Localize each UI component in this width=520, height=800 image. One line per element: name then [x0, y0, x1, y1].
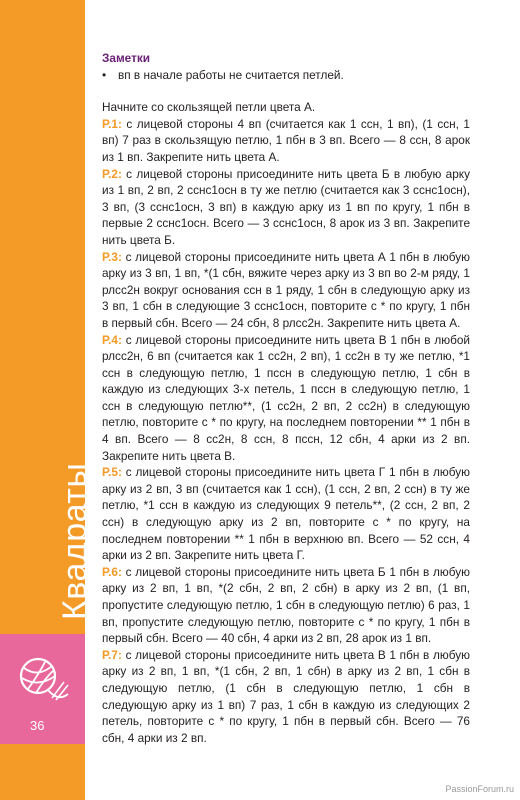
round-paragraph	[102, 116, 470, 166]
round-text: с лицевой стороны присоедините нить цвета В 1 пбн в любую арку из 2 вп, 1 вп, *(1 сбн, 2 вп, 1 сбн) в арку из 2 вп, 1 сбн в следующую петлю, (1 сбн в следующую петлю, 1 сбн в следующую арку из 1 вп) 7 раз, 1 сбн в каждую из следующих 2 петель, повторите с * по кругу, 1 пбн в первый сбн. Всего — 76 сбн, 4 арки из 2 вп.	[102, 647, 470, 745]
round-label: Р.6:	[102, 564, 122, 579]
round-paragraph	[102, 249, 470, 332]
round-text: с лицевой стороны присоедините нить цвета Б в любую арку из 1 вп, 2 вп, 2 сснс1осн в ту же петлю (считается как 3 сснс1осн), 3 вп, (3 сснс1осн, 3 вп) в каждую арку из 1 вп по кругу, 1 пбн в первые 2 сснс1осн. Всего — 3 сснс1осн, 8 арок из 3 вп. Закрепите нить цвета Б.	[102, 166, 470, 247]
yarn-ball-icon	[12, 648, 72, 708]
notes-item-text: вп в начале работы не считается петлей.	[118, 67, 344, 82]
round-label: Р.2:	[102, 166, 122, 181]
round-text: с лицевой стороны присоедините нить цвета В 1 пбн в любой рлсс2н, 6 вп (считается как 1 сс2н, 2 вп), 1 сс2н в ту же петлю, *1 ссн в следующую петлю, 1 пссн в следующую петлю, 1 сбн в каждую из следующих 3-х петель, 1 пссн в следующую петлю, 1 ссн в следующую петлю**, (1 сс2н, 2 вп, 2 сс2н) в следующую петлю, повторите с * по кругу, на последнем повторении ** 1 пбн в 4 вп. Всего — 8 сс2н, 8 ссн, 8 пссн, 12 сбн, 4 арки из 2 вп. Закрепите нить цвета В.	[102, 332, 470, 463]
round-paragraph	[102, 166, 470, 249]
round-label: Р.1:	[102, 116, 122, 131]
round-label: Р.7:	[102, 647, 122, 662]
round-text: с лицевой стороны 4 вп (считается как 1 ссн, 1 вп), (1 ссн, 1 вп) 7 раз в скользящую петлю, 1 пбн в 3 вп. Всего — 8 ссн, 8 арок из 1 вп. Закрепите нить цвета А.	[102, 116, 470, 164]
round-label: Р.4:	[102, 332, 122, 347]
page-number: 36	[30, 718, 45, 733]
round-text: с лицевой стороны присоедините нить цвета Б 1 пбн в любую арку из 2 вп, 1 вп, *(2 сбн, 2 вп, 2 сбн) в арку из 2 вп, (1 вп, пропустите следующую петлю, 1 сбн в следующую петлю) 6 раз, 1 вп, пропустите следующую петлю, повторите с * по кругу, 1 пбн в первый сбн. Всего — 40 сбн, 4 арки из 2 вп, 28 арок из 1 вп.	[102, 564, 470, 646]
page-content	[102, 50, 470, 746]
notes-title: Заметки	[102, 51, 151, 65]
round-paragraph	[102, 332, 470, 465]
intro-text: Начните со скользящей петли цвета А.	[102, 100, 316, 115]
round-label: Р.5:	[102, 465, 122, 480]
round-paragraph	[102, 464, 470, 564]
notes-item	[102, 67, 470, 84]
round-text: с лицевой стороны присоедините нить цвета А 1 пбн в любую арку из 3 вп, 1 вп, *(1 сбн, вяжите через арку из 3 вп во 2-м ряду, 1 рлсс2н вокруг основания ссн в 1 ряду, 1 сбн в следующую арку из 3 вп, 1 сбн в следующие 3 сснс1осн, повторите с * по кругу, 1 пбн в первый сбн. Всего — 24 сбн, 8 рлсс2н. Закрепите нить цвета А.	[102, 249, 470, 330]
watermark: PassionForum.ru	[445, 784, 514, 794]
round-text: с лицевой стороны присоедините нить цвета Г 1 пбн в любую арку из 2 вп, 3 вп (считается как 1 ссн), (1 ссн, 2 вп, 2 ссн) в ту же петлю, *1 ссн в каждую из следующих 9 петель**, (2 ссн, 2 вп, 2 ссн) в следующую арку из 2 вп, повторите с * по кругу, на последнем повторении ** 1 пбн в верхнюю вп. Всего — 52 ссн, 4 арки из 2 вп. Закрепите нить цвета Г.	[102, 465, 470, 563]
round-paragraph	[102, 647, 470, 747]
round-paragraph	[102, 564, 470, 647]
round-label: Р.3:	[102, 249, 122, 264]
section-title: Квадраты	[56, 462, 94, 620]
bullet-icon: •	[102, 67, 107, 82]
